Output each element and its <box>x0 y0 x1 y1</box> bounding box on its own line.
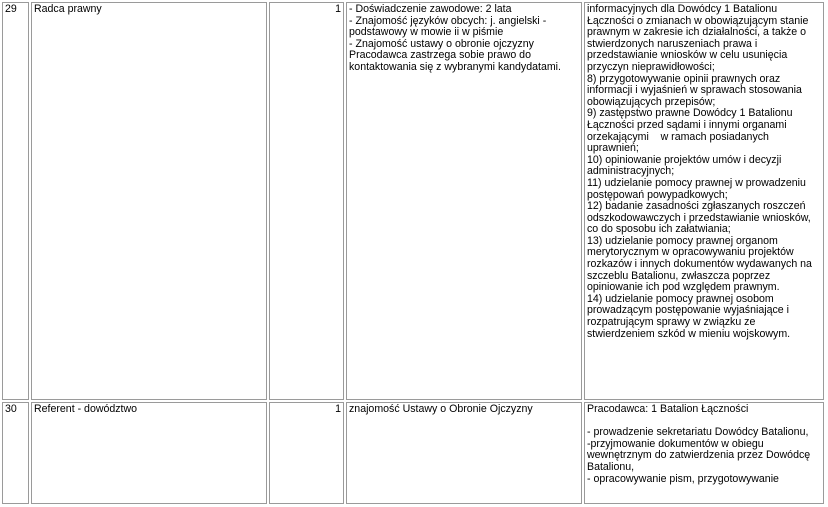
employer-line: Pracodawca: 1 Batalion Łączności <box>587 403 749 415</box>
duty-line: stwierdzonych naruszeniach prawa i <box>587 37 758 50</box>
duty-line: postępowań powypadkowych; <box>587 188 728 201</box>
duties-cell <box>584 402 824 504</box>
requirements-cell <box>346 402 582 504</box>
duty-line: -przyjmowanie dokumentów w obiegu <box>587 437 764 450</box>
duty-line: 12) badanie zasadności zgłaszanych roszczeń <box>587 200 806 213</box>
row-number: 30 <box>2 402 29 504</box>
requirement-line: podstawowy w mowie ii w piśmie <box>349 26 504 39</box>
duty-line: 8) przygotowywanie opinii prawnych oraz <box>587 72 781 85</box>
duty-line: Łączności przed sądami i innymi organami <box>587 118 787 131</box>
requirement-line: - Doświadczenie zawodowe: 2 lata <box>349 3 512 15</box>
position-name: Radca prawny <box>31 2 267 400</box>
duty-line: prawnym w zakresie ich działalności, a także o <box>587 26 807 39</box>
positions-count: 1 <box>269 402 344 504</box>
duty-line: przyczyn nieprawidłowości; <box>587 60 715 73</box>
duty-line: 10) opiniowanie projektów umów i decyzji <box>587 153 782 166</box>
duty-line: uprawnień; <box>587 142 639 155</box>
duty-line: 14) udzielanie pomocy prawnej osobom <box>587 292 774 305</box>
table-row <box>2 2 824 400</box>
duty-line: co do sposobu ich załatwiania; <box>587 223 731 236</box>
requirement-line: kontaktowania się z wybranymi kandydatami. <box>349 60 561 73</box>
duty-line: wewnętrznym do zatwierdzenia przez Dowódcę <box>587 449 811 462</box>
requirement-line: - Znajomość języków obcych: j. angielski - <box>349 14 547 27</box>
duty-line: obowiązujących przepisów; <box>587 95 716 108</box>
duty-line: opiniowanie ich pod względem prawnym. <box>587 281 780 294</box>
duty-line: administracyjnych; <box>587 165 675 178</box>
duty-line: Łączności o zmianach w obowiązującym stanie <box>587 14 809 27</box>
requirement-line: Pracodawca zastrzega sobie prawo do <box>349 49 531 62</box>
positions-count: 1 <box>269 2 344 400</box>
duty-line: orzekającymi w ramach posiadanych <box>587 130 769 143</box>
duty-line: informacyjnych dla Dowódcy 1 Batalionu <box>587 3 778 15</box>
duty-line: merytorycznym w opracowywaniu projektów <box>587 246 794 259</box>
duty-line: rozkazów i innych dokumentów wydawanych na <box>587 258 812 271</box>
duty-line: 9) zastępstwo prawne Dowódcy 1 Batalionu <box>587 107 793 120</box>
requirements-cell <box>346 2 582 400</box>
duty-line: informacji i wyjaśnień w sprawach stosowania <box>587 84 802 97</box>
requirement-line: - Znajomość ustawy o obronie ojczyzny <box>349 37 534 50</box>
duty-line: Batalionu, <box>587 460 635 473</box>
row-number: 29 <box>2 2 29 400</box>
duty-line: - prowadzenie sekretariatu Dowódcy Batalionu, <box>587 426 809 439</box>
duty-line: stwierdzeniem szkód w mieniu wojskowym. <box>587 327 791 340</box>
table-row <box>2 402 824 504</box>
duty-line: prowadzącym postępowanie wyjaśniające i <box>587 304 789 317</box>
duty-line: 13) udzielanie pomocy prawnej organom <box>587 234 778 247</box>
position-name: Referent - dowództwo <box>31 402 267 504</box>
duty-line: 11) udzielanie pomocy prawnej w prowadzeniu <box>587 176 806 189</box>
duty-line: przedstawianie wniosków w celu usunięcia <box>587 49 788 62</box>
duty-line: - opracowywanie pism, przygotowywanie <box>587 472 779 485</box>
duty-line: szczeblu Batalionu, zwłaszcza poprzez <box>587 269 771 282</box>
duties-cell <box>584 2 824 400</box>
duty-line: odszkodowawczych i przedstawianie wniosków, <box>587 211 811 224</box>
duty-line: rozpatrującym sprawy w związku ze <box>587 316 756 329</box>
requirement-line: znajomość Ustawy o Obronie Ojczyzny <box>349 403 533 415</box>
